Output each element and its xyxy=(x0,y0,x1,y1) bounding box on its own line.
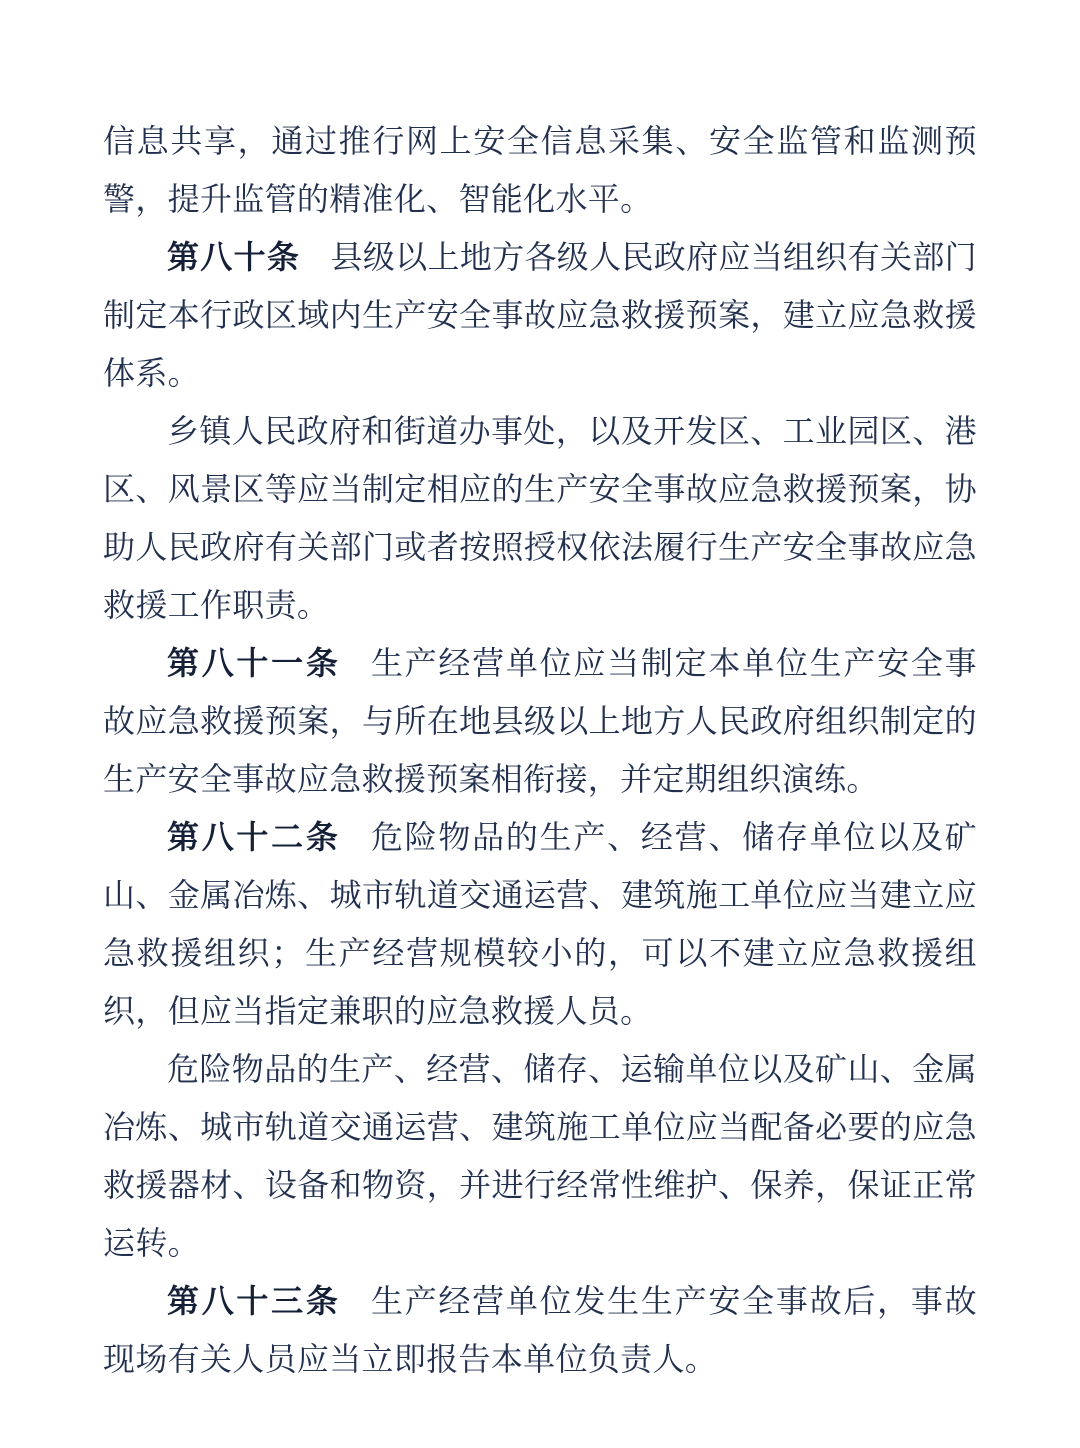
article-paragraph: 第八十条 县级以上地方各级人民政府应当组织有关部门制定本行政区域内生产安全事故应急救援预案，建立应急救援体系。 xyxy=(103,239,977,391)
article-number: 第八十条 xyxy=(167,239,301,275)
document-body xyxy=(103,112,977,1388)
article-number: 第八十一条 xyxy=(167,645,341,681)
article-number: 第八十二条 xyxy=(167,819,341,855)
article-paragraph: 第八十三条 生产经营单位发生生产安全事故后，事故现场有关人员应当立即报告本单位负责人。 xyxy=(103,1283,977,1377)
article-paragraph: 第八十一条 生产经营单位应当制定本单位生产安全事故应急救援预案，与所在地县级以上地方人民政府组织制定的生产安全事故应急救援预案相衔接，并定期组织演练。 xyxy=(103,645,977,797)
article-paragraph: 第八十二条 危险物品的生产、经营、储存单位以及矿山、金属冶炼、城市轨道交通运营、建筑施工单位应当建立应急救援组织；生产经营规模较小的，可以不建立应急救援组织，但应当指定兼职的应急救援人员。 xyxy=(103,819,977,1029)
body-paragraph: 信息共享，通过推行网上安全信息采集、安全监管和监测预警，提升监管的精准化、智能化水平。 xyxy=(103,123,977,217)
article-number: 第八十三条 xyxy=(167,1283,341,1319)
body-paragraph: 危险物品的生产、经营、储存、运输单位以及矿山、金属冶炼、城市轨道交通运营、建筑施工单位应当配备必要的应急救援器材、设备和物资，并进行经常性维护、保养，保证正常运转。 xyxy=(103,1051,977,1261)
body-paragraph: 乡镇人民政府和街道办事处，以及开发区、工业园区、港区、风景区等应当制定相应的生产安全事故应急救援预案，协助人民政府有关部门或者按照授权依法履行生产安全事故应急救援工作职责。 xyxy=(103,413,977,623)
